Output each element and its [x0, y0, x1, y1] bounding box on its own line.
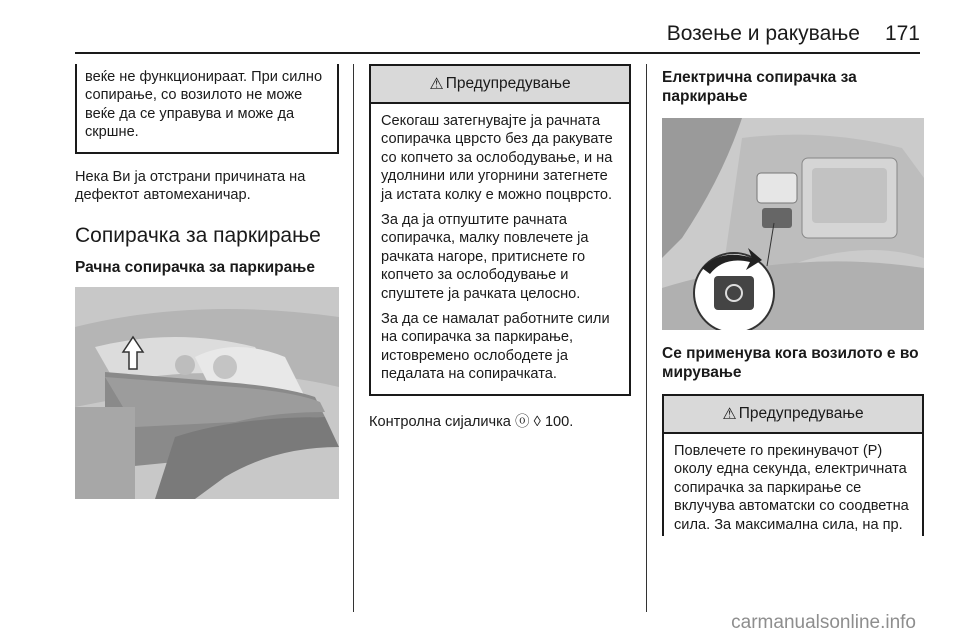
warning-box-electric — [662, 394, 924, 536]
subsection-title-manual-brake: Рачна сопирачка за паркирање — [75, 259, 315, 277]
column-3 — [662, 64, 924, 536]
warning-triangle-icon: ⚠ — [722, 406, 737, 423]
warning-title-electric: Предупредување — [738, 405, 864, 422]
warning-paragraph-3: За да се намалат работните сили на сопирачка за паркирање, истовремено ослободете ја педалата на сопирачката. — [381, 311, 610, 383]
header-title: Возење и ракување — [666, 22, 860, 45]
manual-parking-brake-illustration — [75, 287, 339, 499]
warning-paragraph-2: За да ја отпуштите рачната сопирачка, малку повлечете ја рачката нагоре, притиснете го копчето за ослободување и спуштете ја рачката целосно. — [381, 212, 589, 302]
warning-body-electric — [664, 434, 922, 536]
warning-paragraph-electric: Повлечете го прекинувачот (P) околу една секунда, електричната сопирачка за паркирање се вклучува автоматски со соодветна сила. За максимална сила, на пр. — [674, 443, 909, 533]
warning-header-electric — [664, 396, 922, 434]
warning-paragraph-1: Секогаш затегнувајте ја рачната сопирачка цврсто без да ракувате со копчето за ослободување, и на удолнини или угорнини затегнете ја истата колку е можно поцврсто. — [381, 113, 613, 203]
warning-title: Предупредување — [445, 75, 571, 92]
brake-lamp-icon: ⓞ — [514, 413, 530, 430]
control-lamp-reference — [369, 410, 631, 431]
continued-note-box: веќе не функционираат. При силно сопирање, со возилото не може веќе да се управува и може да скршне. — [75, 64, 339, 154]
reference-text: Контролна сијаличка — [369, 413, 511, 430]
page-number: 171 — [884, 22, 920, 45]
column-divider-1 — [353, 64, 354, 612]
reference-page: 100. — [544, 413, 574, 430]
section-title-parking-brake: Сопирачка за паркирање — [75, 224, 321, 248]
warning-body — [371, 104, 629, 394]
warning-triangle-icon: ⚠ — [429, 76, 444, 93]
column-divider-2 — [646, 64, 647, 612]
page-header — [75, 22, 920, 52]
column-1 — [75, 64, 339, 499]
subsection-title-stationary: Се применува кога возилото е во мирување — [662, 345, 919, 381]
section-title-electric-brake: Електрична сопирачка за паркирање — [662, 69, 857, 105]
column-2 — [369, 64, 631, 431]
header-rule — [75, 52, 920, 54]
warning-box — [369, 64, 631, 396]
page-reference-icon: ◊ — [533, 413, 541, 430]
body-paragraph: Нека Ви ја отстрани причината на дефектот автомеханичар. — [75, 168, 306, 204]
warning-header — [371, 66, 629, 104]
watermark: carmanualsonline.info — [731, 612, 916, 633]
electric-parking-brake-illustration — [662, 118, 924, 330]
manual-brake-drawing — [75, 287, 339, 499]
electric-brake-drawing — [662, 118, 924, 330]
